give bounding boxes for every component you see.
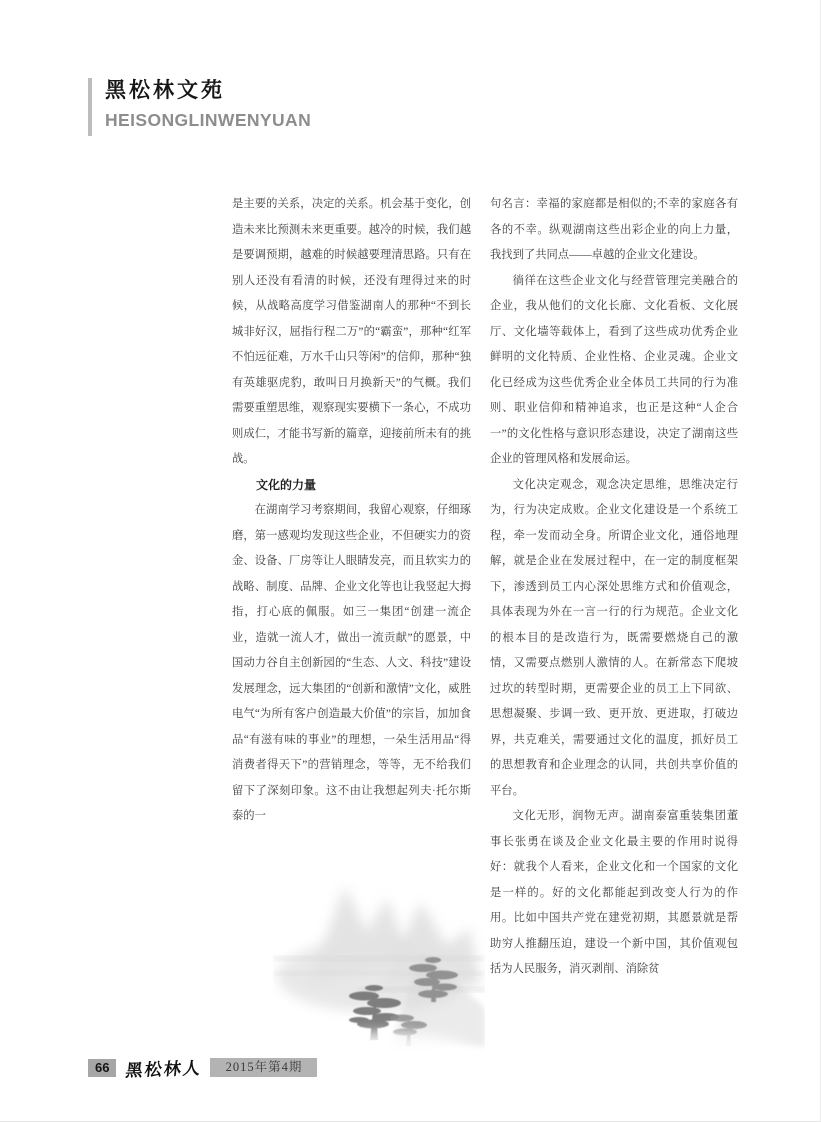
- page-footer: [88, 1057, 317, 1081]
- paragraph: 文化决定观念，观念决定思维，思维决定行为，行为决定成败。企业文化建设是一个系统工程，牵一发而动全身。所谓企业文化，通俗地理解，就是企业在发展过程中，在一定的制度框架下，渗透到员工内心深处思维方式和价值观念，具体表现为外在一言一行的行为规范。企业文化的根本目的是改造行为，既需要燃烧自己的激情，又需要点燃别人激情的人。在新常态下爬坡过坎的转型时期，更需要企业的员工上下同欲、思想凝聚、步调一致、更开放、更进取，打破边界，共克难关，需要通过文化的温度，抓好员工的思想教育和企业理念的认同，共创共享价值的平台。: [490, 478, 738, 797]
- paragraph: 徜徉在这些企业文化与经营管理完美融合的企业，我从他们的文化长廊、文化看板、文化展厅、文化墙等载体上，看到了这些成功优秀企业鲜明的文化特质、企业性格、企业灵魂。企业文化已经成为这些优秀企业全体员工共同的行为准则、职业信仰和精神追求，也正是这种“人企合一”的文化性格与意识形态建设，决定了湖南这些企业的管理风格和发展命运。: [490, 274, 738, 465]
- column-title-pinyin: HEISONGLINWENYUAN: [105, 110, 312, 130]
- page-number: 66: [88, 1059, 116, 1077]
- right-column: [490, 192, 738, 983]
- ink-wash-painting: [273, 860, 485, 1065]
- section-heading: 文化的力量: [256, 477, 317, 492]
- masthead: [88, 78, 311, 136]
- issue-label: 2015年第4期: [210, 1058, 317, 1077]
- ink-wash-painting-svg: [273, 860, 485, 1065]
- paragraph: 文化无形，润物无声。湖南泰富重装集团董事长张勇在谈及企业文化最主要的作用时说得好：就我个人看来，企业文化和一个国家的文化是一样的。好的文化都能起到改变人行为的作用。比如中国共产党在建党初期，其愿景就是帮助穷人推翻压迫，建设一个新中国，其价值观包括为人民服务，消灭剥削、消除贫: [490, 810, 738, 975]
- paragraph-continuation: 句名言：幸福的家庭都是相似的;不幸的家庭各有各的不幸。纵观湖南这些出彩企业的向上力量，我找到了共同点——卓越的企业文化建设。: [490, 198, 738, 261]
- magazine-logo: 黑松林人: [125, 1058, 204, 1081]
- paragraph: 在湖南学习考察期间，我留心观察，仔细琢磨，第一感观均发现这些企业，不但硬实力的资金、设备、厂房等让人眼睛发亮，而且软实力的战略、制度、品牌、企业文化等也让我竖起大拇指，打心底的佩服。如三一集团“创建一流企业，造就一流人才，做出一流贡献”的愿景，中国动力谷自主创新园的“生态、人文、科技”建设发展理念，远大集团的“创新和激情”文化，威胜电气“为所有客户创造最大价值”的宗旨，加加食品“有滋有味的事业”的理想，一朵生活用品“得消费者得天下”的营销理念，等等，无不给我们留下了深刻印象。这不由让我想起列夫·托尔斯泰的一: [232, 504, 471, 822]
- paragraph-continuation: 是主要的关系，决定的关系。机会基于变化，创造未来比预测未来更重要。越冷的时候，我们越是要调预期，越难的时候越要理清思路。只有在别人还没有看清的时候，还没有理得过来的时候，从战略高度学习借鉴湖南人的那种“不到长城非好汉，屈指行程二万”的“霸蛮”，那种“红军不怕远征难，万水千山只等闲”的信仰，那种“独有英雄驱虎豹，敢叫日月换新天”的气概。我们需要重塑思维，观察现实要横下一条心，不成功则成仁，才能书写新的篇章，迎接前所未有的挑战。: [232, 198, 471, 465]
- column-title: 黑松林文苑: [105, 79, 225, 102]
- masthead-rule: [88, 78, 92, 136]
